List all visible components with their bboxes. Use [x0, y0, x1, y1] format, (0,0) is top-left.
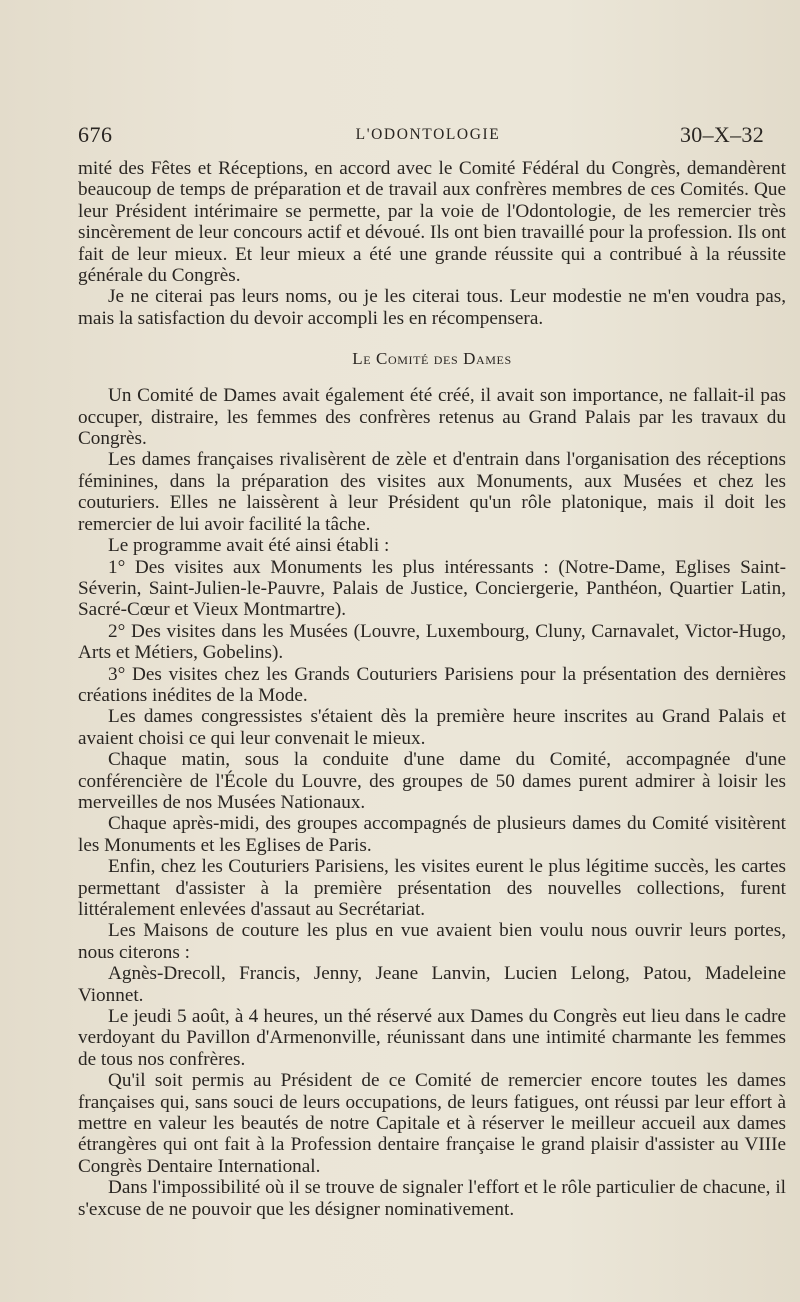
- issue-date: 30–X–32: [680, 122, 764, 147]
- paragraph: Qu'il soit permis au Président de ce Comité de remercier encore toutes les dames françaises qui, sans souci de leurs occupations, de leurs fatigues, ont réussi par leur effort à mettre en valeur les beautés de notre Capitale et à réserver le meilleur accueil aux dames étrangères qui ont fait à la Profession dentaire française le grand plaisir d'assister au VIIIe Congrès Dentaire International.: [78, 1070, 786, 1177]
- page-number: 676: [78, 122, 113, 147]
- paragraph: Un Comité de Dames avait également été créé, il avait son importance, ne fallait-il pas occuper, distraire, les femmes des confrères retenus au Grand Palais par les travaux du Congrès.: [78, 385, 786, 450]
- paragraph: Chaque après-midi, des groupes accompagnés de plusieurs dames du Comité visitèrent les Monuments et les Eglises de Paris.: [78, 813, 786, 856]
- running-title: L'ODONTOLOGIE: [355, 126, 501, 143]
- paragraph: mité des Fêtes et Réceptions, en accord avec le Comité Fédéral du Congrès, demandèrent beaucoup de temps de préparation et de travail aux confrères membres de ces Comités. Que leur Président intérimaire se permette, par la voie de l'Odontologie, de les remercier très sincèrement de leur concours actif et dévoué. Ils ont bien travaillé pour la profession. Ils ont fait de leur mieux. Et leur mieux a été une grande réussite qui a contribué à la réussite générale du Congrès.: [78, 158, 786, 287]
- list-item: 1° Des visites aux Monuments les plus intéressants : (Notre-Dame, Eglises Saint-Séverin, Saint-Julien-le-Pauvre, Palais de Justice, Conciergerie, Panthéon, Quartier Latin, Sacré-Cœur et Vieux Montmartre).: [78, 556, 786, 621]
- list-item: 2° Des visites dans les Musées (Louvre, Luxembourg, Cluny, Carnavalet, Victor-Hugo, Arts et Métiers, Gobelins).: [78, 620, 786, 664]
- paragraph: Le programme avait été ainsi établi :: [108, 535, 390, 557]
- section-heading: Le Comité des Dames: [352, 349, 512, 369]
- paragraph: Les dames congressistes s'étaient dès la première heure inscrites au Grand Palais et avaient choisi ce qui leur convenait le mieux.: [78, 706, 786, 749]
- paragraph: Chaque matin, sous la conduite d'une dame du Comité, accompagnée d'une conférencière de l'École du Louvre, des groupes de 50 dames purent admirer à loisir les merveilles de nos Musées Nationaux.: [78, 749, 786, 813]
- paragraph: Les Maisons de couture les plus en vue avaient bien voulu nous ouvrir leurs portes, nous citerons :: [78, 920, 786, 963]
- body-text: [78, 158, 786, 1220]
- running-header: [78, 122, 778, 152]
- paragraph: Le jeudi 5 août, à 4 heures, un thé réservé aux Dames du Congrès eut lieu dans le cadre verdoyant du Pavillon d'Armenonville, réunissant dans une intimité charmante les femmes de tous nos confrères.: [78, 1006, 786, 1070]
- paragraph: Dans l'impossibilité où il se trouve de signaler l'effort et le rôle particulier de chacune, il s'excuse de ne pouvoir que les désigner nominativement.: [78, 1177, 786, 1220]
- paragraph: Enfin, chez les Couturiers Parisiens, les visites eurent le plus légitime succès, les cartes permettant d'assister à la première présentation des nouvelles collections, furent littéralement enlevées d'assaut au Secrétariat.: [78, 856, 786, 920]
- paragraph: Agnès-Drecoll, Francis, Jenny, Jeane Lanvin, Lucien Lelong, Patou, Madeleine Vionnet.: [78, 963, 786, 1006]
- paragraph: Je ne citerai pas leurs noms, ou je les citerai tous. Leur modestie ne m'en voudra pas, mais la satisfaction du devoir accompli les en récompensera.: [78, 286, 786, 329]
- list-item: 3° Des visites chez les Grands Couturiers Parisiens pour la présentation des dernières créations inédites de la Mode.: [78, 663, 786, 706]
- paragraph: Les dames françaises rivalisèrent de zèle et d'entrain dans l'organisation des réceptions féminines, dans la préparation des visites aux Monuments, aux Musées et chez les couturiers. Elles ne laissèrent à leur Président qu'un rôle platonique, mais il doit les remercier de lui avoir facilité la tâche.: [78, 449, 786, 535]
